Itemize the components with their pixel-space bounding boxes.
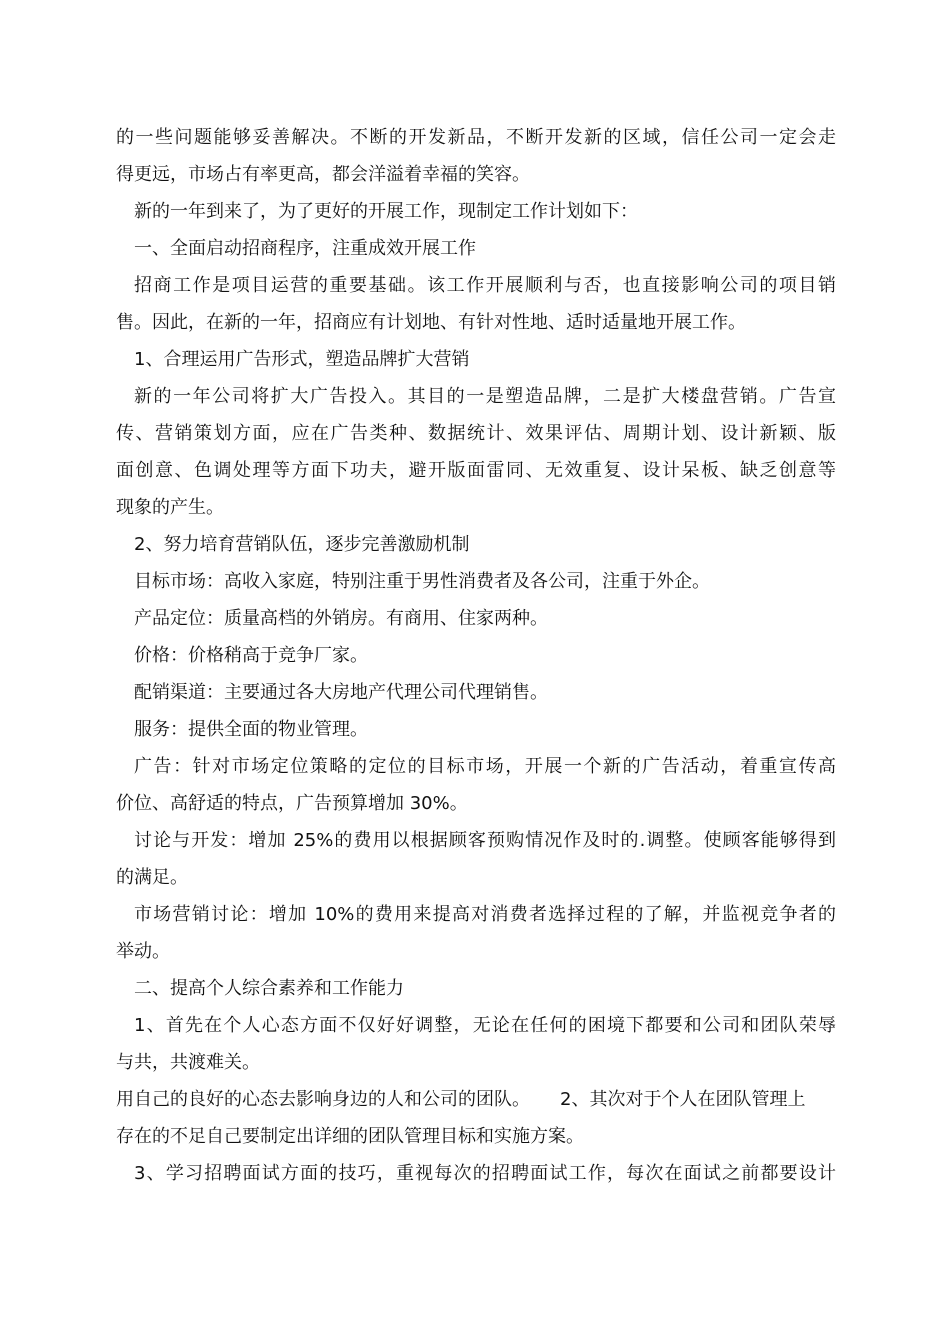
text-line: 广告：针对市场定位策略的定位的目标市场，开展一个新的广告活动，着重宣传高 — [134, 756, 836, 777]
text-line: 与共，共渡难关。 — [116, 1052, 260, 1073]
subsection-heading: 2、努力培育营销队伍，逐步完善激励机制 — [134, 534, 470, 555]
text-fragment: 用自己的良好的心态去影响身边的人和公司的团队。 — [116, 1089, 530, 1110]
document-body — [116, 119, 836, 1192]
text-line: 售。因此，在新的一年，招商应有计划地、有针对性地、适时适量地开展工作。 — [116, 312, 746, 333]
text-line: 目标市场：高收入家庭，特别注重于男性消费者及各公司，注重于外企。 — [134, 571, 710, 592]
section-heading: 二、提高个人综合素养和工作能力 — [134, 978, 404, 999]
text-line: 讨论与开发：增加 25%的费用以根据顾客预购情况作及时的.调整。使顾客能够得到 — [134, 830, 836, 851]
section-heading: 一、全面启动招商程序，注重成效开展工作 — [134, 238, 476, 259]
text-line: 3、学习招聘面试方面的技巧，重视每次的招聘面试工作，每次在面试之前都要设计 — [134, 1163, 836, 1184]
text-line: 招商工作是项目运营的重要基础。该工作开展顺利与否，也直接影响公司的项目销 — [134, 275, 836, 296]
text-fragment: 2、其次对于个人在团队管理上 — [560, 1089, 806, 1110]
text-line: 的满足。 — [116, 867, 188, 888]
text-line: 配销渠道：主要通过各大房地产代理公司代理销售。 — [134, 682, 548, 703]
text-line: 新的一年公司将扩大广告投入。其目的一是塑造品牌，二是扩大楼盘营销。广告宣 — [134, 386, 836, 407]
text-line: 市场营销讨论：增加 10%的费用来提高对消费者选择过程的了解，并监视竞争者的 — [134, 904, 836, 925]
text-line: 的一些问题能够妥善解决。不断的开发新品，不断开发新的区域，信任公司一定会走 — [116, 127, 836, 148]
text-line: 1、首先在个人心态方面不仅好好调整，无论在任何的困境下都要和公司和团队荣辱 — [134, 1015, 836, 1036]
subsection-heading: 1、合理运用广告形式，塑造品牌扩大营销 — [134, 349, 470, 370]
text-line: 现象的产生。 — [116, 497, 224, 518]
text-line: 面创意、色调处理等方面下功夫，避开版面雷同、无效重复、设计呆板、缺乏创意等 — [116, 460, 836, 481]
text-line: 传、营销策划方面，应在广告类种、数据统计、效果评估、周期计划、设计新颖、版 — [116, 423, 836, 444]
text-line — [116, 1081, 836, 1118]
text-line: 产品定位：质量高档的外销房。有商用、住家两种。 — [134, 608, 548, 629]
text-line: 新的一年到来了，为了更好的开展工作，现制定工作计划如下： — [134, 201, 638, 222]
text-line: 举动。 — [116, 941, 170, 962]
text-line: 存在的不足自己要制定出详细的团队管理目标和实施方案。 — [116, 1126, 584, 1147]
text-line: 得更远，市场占有率更高，都会洋溢着幸福的笑容。 — [116, 164, 530, 185]
text-line: 价位、高舒适的特点，广告预算增加 30%。 — [116, 793, 468, 814]
text-line: 价格：价格稍高于竞争厂家。 — [134, 645, 368, 666]
text-line: 服务：提供全面的物业管理。 — [134, 719, 368, 740]
